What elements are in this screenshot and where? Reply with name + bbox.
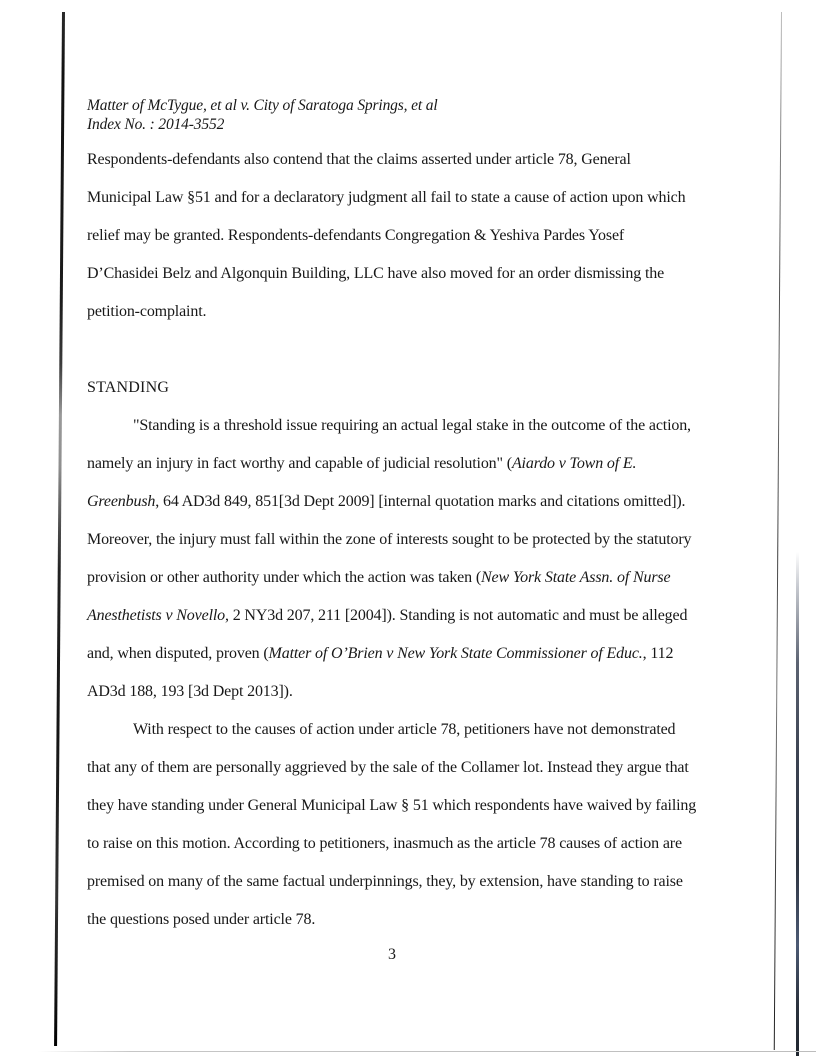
page-number: 3 (388, 946, 396, 963)
para-article78-standing (87, 711, 755, 939)
text-segment: they have standing under General Municipal Law § 51 which respondents have waived by failing (87, 797, 697, 814)
citation-italic: Aiardo v Town of E. (511, 455, 637, 472)
text-segment: AD3d 188, 193 [3d Dept 2013]). (87, 683, 293, 700)
text-line (87, 445, 755, 483)
text-segment: "Standing is a threshold issue requiring an actual legal stake in the outcome of the action, (133, 417, 691, 434)
text-segment: to raise on this motion. According to petitioners, inasmuch as the article 78 causes of action are (87, 835, 682, 852)
text-line (87, 901, 755, 939)
citation-italic: Anesthetists v Novello (87, 607, 226, 624)
para-respondents-contentions (87, 141, 755, 331)
text-segment: relief may be granted. Respondents-defendants Congregation & Yeshiva Pardes Yosef (87, 227, 625, 244)
document-content (87, 96, 755, 939)
text-line (87, 255, 755, 293)
text-segment: the questions posed under article 78. (87, 911, 316, 928)
text-line (87, 179, 755, 217)
text-segment: premised on many of the same factual underpinnings, they, by extension, have standing to raise (87, 873, 683, 890)
text-line (87, 711, 755, 749)
scan-artifact-right-thin-line (774, 12, 783, 1050)
text-line (87, 483, 755, 521)
index-number: Index No. : 2014-3552 (87, 116, 225, 133)
text-segment: With respect to the causes of action under article 78, petitioners have not demonstrated (133, 721, 676, 738)
text-line (87, 863, 755, 901)
scan-artifact-left-line (54, 12, 65, 1046)
text-segment: , 112 (642, 645, 674, 662)
text-segment: Moreover, the injury must fall within the zone of interests sought to be protected by the statutory (87, 531, 692, 548)
text-line (87, 635, 755, 673)
text-line (87, 825, 755, 863)
text-line (87, 787, 755, 825)
text-line (87, 521, 755, 559)
text-line (87, 673, 755, 711)
text-line (87, 141, 755, 179)
text-line (87, 749, 755, 787)
citation-italic: Matter of O’Brien v New York State Commissioner of Educ. (268, 645, 643, 662)
section-heading: STANDING (87, 379, 170, 396)
scan-artifact-right-thick-line (796, 552, 799, 1056)
text-line (87, 293, 755, 331)
case-caption (87, 96, 755, 134)
text-line (87, 597, 755, 635)
text-line (87, 217, 755, 255)
text-segment: petition-complaint. (87, 303, 207, 320)
text-segment: that any of them are personally aggrieved by the sale of the Collamer lot. Instead they argue that (87, 759, 689, 776)
para-standing-law (87, 407, 755, 711)
citation-italic: Greenbush (87, 493, 156, 510)
text-segment: , 64 AD3d 849, 851[3d Dept 2009] [internal quotation marks and citations omitted]). (155, 493, 686, 510)
text-segment: D’Chasidei Belz and Algonquin Building, LLC have also moved for an order dismissing the (87, 265, 665, 282)
text-segment: , 2 NY3d 207, 211 [2004]). Standing is not automatic and must be alleged (225, 607, 688, 624)
text-line (87, 407, 755, 445)
text-line (87, 559, 755, 597)
text-segment: provision or other authority under which the action was taken ( (87, 569, 481, 586)
citation-italic: New York State Assn. of Nurse (481, 569, 671, 586)
text-segment: and, when disputed, proven ( (87, 645, 269, 662)
text-segment: namely an injury in fact worthy and capable of judicial resolution" ( (87, 455, 512, 472)
document-body (87, 141, 755, 939)
text-segment: Municipal Law §51 and for a declaratory judgment all fail to state a cause of action upon which (87, 189, 686, 206)
scan-artifact-bottom-line (38, 1051, 816, 1052)
text-segment: Respondents-defendants also contend that the claims asserted under article 78, General (87, 151, 631, 168)
case-title: Matter of McTygue, et al v. City of Saratoga Springs, et al (87, 97, 438, 114)
